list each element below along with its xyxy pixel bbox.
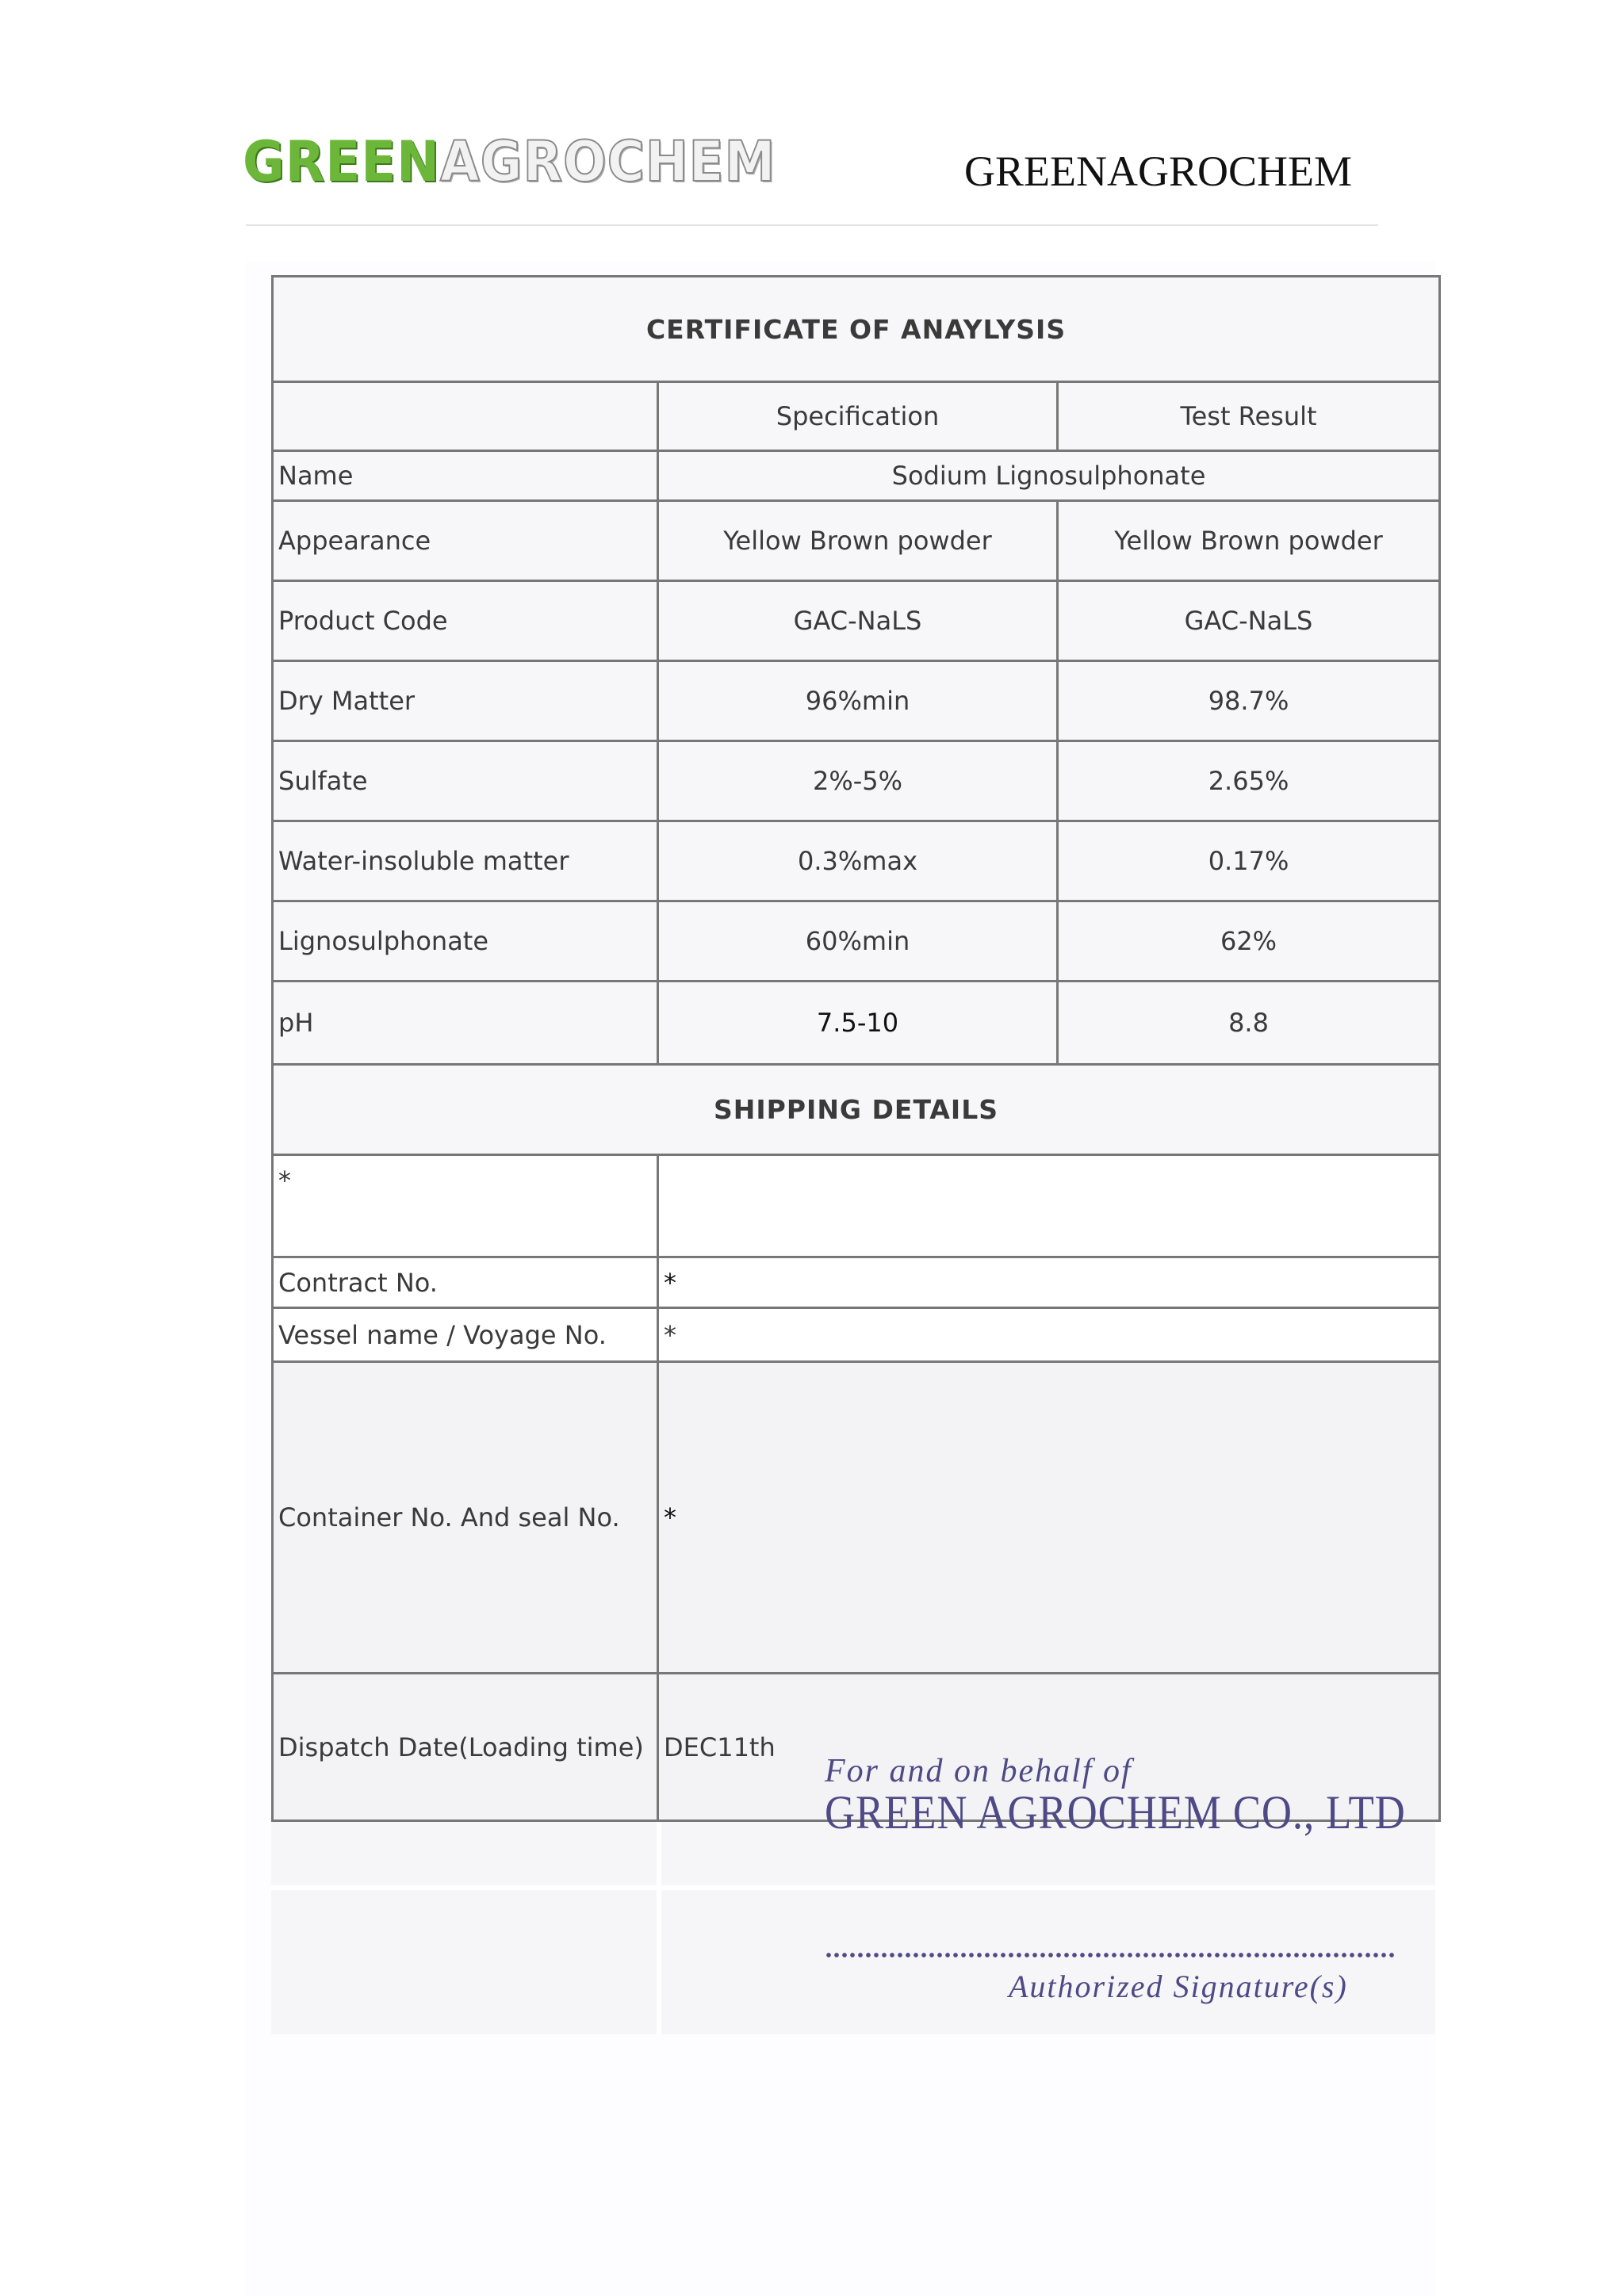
certificate-title-row <box>273 277 1440 382</box>
table-row-name <box>273 451 1440 501</box>
row-label: Lignosulphonate <box>273 901 658 982</box>
name-value: Sodium Lignosulphonate <box>658 451 1440 501</box>
shipping-row-contract <box>273 1257 1440 1308</box>
company-logo <box>243 130 776 193</box>
company-stamp <box>825 1752 1485 1840</box>
contract-value: * <box>658 1257 1440 1308</box>
row-specification: Yellow Brown powder <box>658 501 1058 581</box>
row-label: Product Code <box>273 581 658 661</box>
shipping-row-first <box>273 1155 1440 1257</box>
shipping-row-container <box>273 1362 1440 1674</box>
row-specification: GAC-NaLS <box>658 581 1058 661</box>
row-test-result: GAC-NaLS <box>1058 581 1440 661</box>
vessel-value: * <box>658 1308 1440 1362</box>
contract-label: Contract No. <box>273 1257 658 1308</box>
row-specification: 7.5-10 <box>658 982 1058 1065</box>
table-row <box>273 741 1440 821</box>
band-divider <box>657 1822 661 2034</box>
shipping-title-row <box>273 1065 1440 1155</box>
table-row <box>273 581 1440 661</box>
shipping-title: SHIPPING DETAILS <box>273 1065 1440 1155</box>
band-divider <box>271 1885 1435 1890</box>
row-test-result: 0.17% <box>1058 821 1440 901</box>
container-label: Container No. And seal No. <box>273 1362 658 1674</box>
row-test-result: 8.8 <box>1058 982 1440 1065</box>
brand-name: GREENAGROCHEM <box>964 147 1353 195</box>
container-value: * <box>658 1362 1440 1674</box>
row-label: Appearance <box>273 501 658 581</box>
table-row <box>273 661 1440 741</box>
shipping-row-vessel <box>273 1308 1440 1362</box>
shipping-first-label: * <box>273 1155 658 1257</box>
row-specification: 60%min <box>658 901 1058 982</box>
certificate-table <box>271 275 1441 1822</box>
row-specification: 2%-5% <box>658 741 1058 821</box>
column-header-specification: Specification <box>658 382 1058 451</box>
column-header-empty <box>273 382 658 451</box>
row-label: pH <box>273 982 658 1065</box>
row-label: Water-insoluble matter <box>273 821 658 901</box>
row-label: Sulfate <box>273 741 658 821</box>
signature-dotted-line <box>825 1950 1396 1960</box>
authorized-signature-label: Authorized Signature(s) <box>1009 1969 1348 2004</box>
table-row <box>273 982 1440 1065</box>
row-test-result: 62% <box>1058 901 1440 982</box>
stamp-line-company: GREEN AGROCHEM CO., LTD <box>825 1786 1406 1839</box>
stamp-line-behalf: For and on behalf of <box>825 1753 1132 1789</box>
row-test-result: 2.65% <box>1058 741 1440 821</box>
vessel-label: Vessel name / Voyage No. <box>273 1308 658 1362</box>
table-row <box>273 821 1440 901</box>
dispatch-label: Dispatch Date(Loading time) <box>273 1674 658 1821</box>
row-label: Dry Matter <box>273 661 658 741</box>
row-test-result: 98.7% <box>1058 661 1440 741</box>
name-label: Name <box>273 451 658 501</box>
table-row <box>273 901 1440 982</box>
row-specification: 96%min <box>658 661 1058 741</box>
dispatch-value: DEC11th <box>658 1674 1440 1821</box>
column-header-row <box>273 382 1440 451</box>
certificate-title: CERTIFICATE OF ANAYLYSIS <box>273 277 1440 382</box>
column-header-test-result: Test Result <box>1058 382 1440 451</box>
logo-green-text: GREEN <box>243 129 440 194</box>
table-row <box>273 501 1440 581</box>
header-divider <box>246 224 1378 226</box>
row-test-result: Yellow Brown powder <box>1058 501 1440 581</box>
row-specification: 0.3%max <box>658 821 1058 901</box>
logo-gray-text: AGROCHEM <box>439 129 776 194</box>
shipping-first-value <box>658 1155 1440 1257</box>
